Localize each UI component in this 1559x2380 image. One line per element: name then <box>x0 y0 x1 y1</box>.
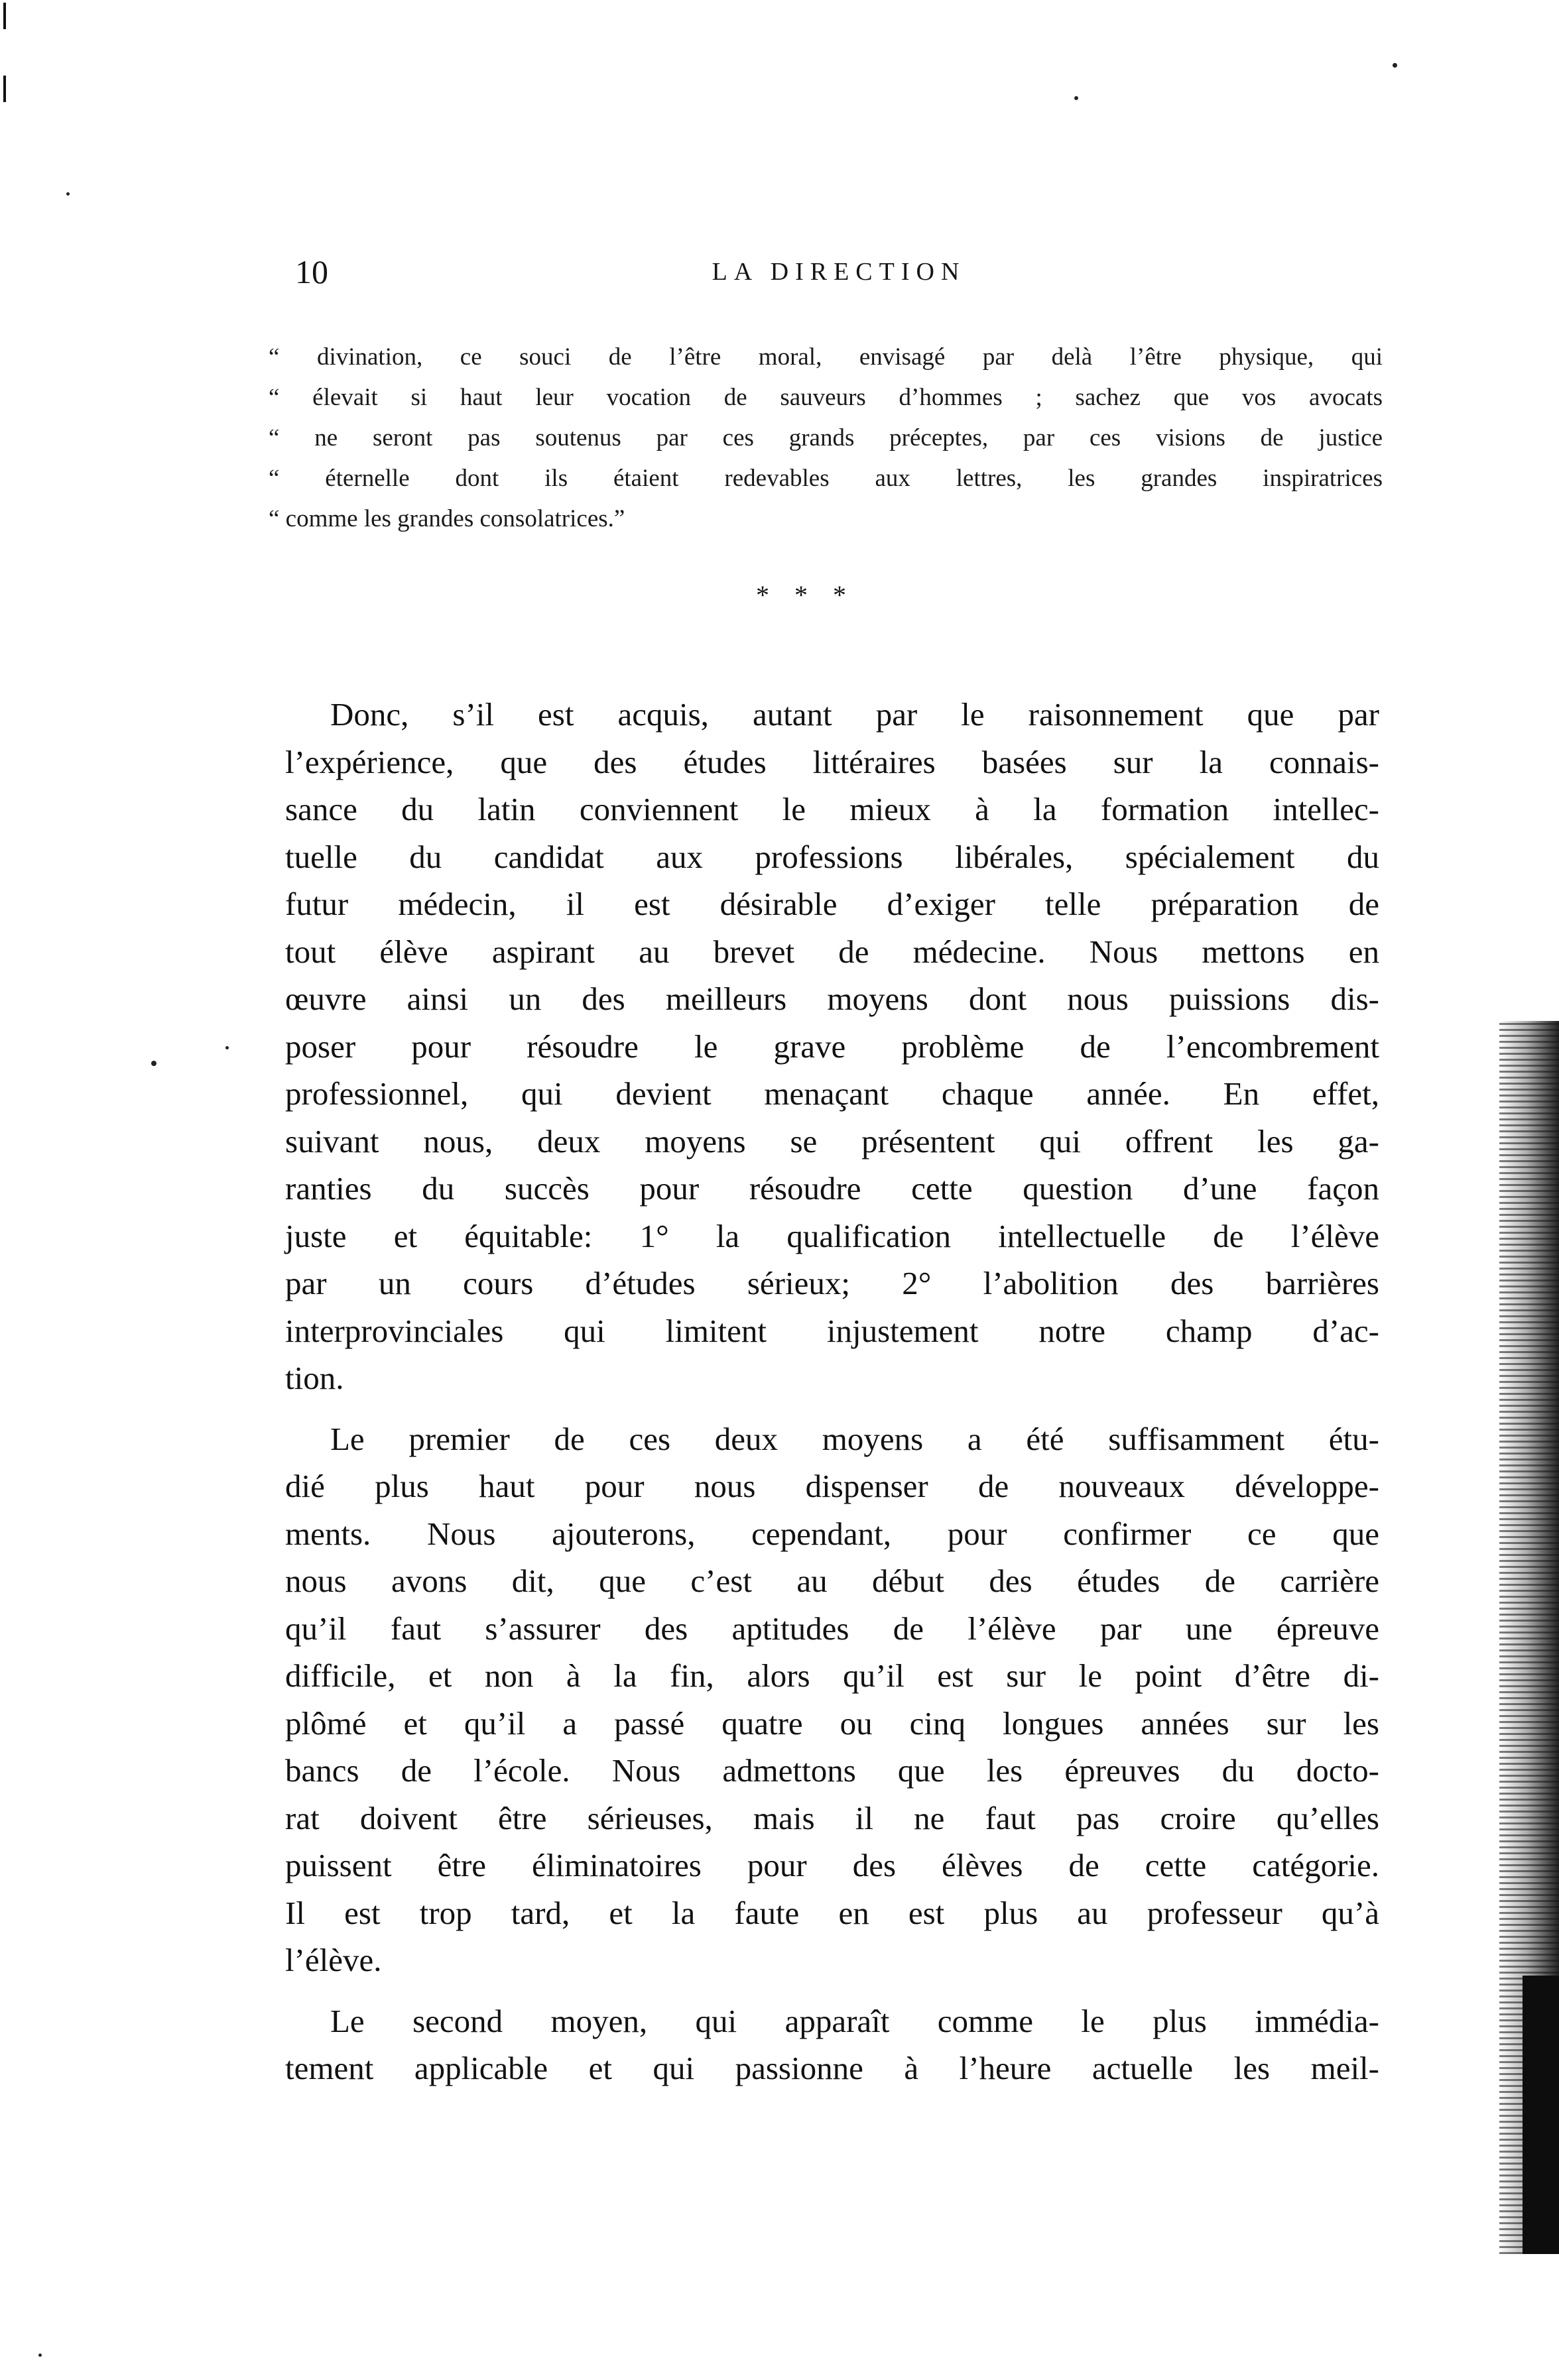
text-line: par un cours d’études sérieux; 2° l’abolition des barrières <box>285 1265 1379 1301</box>
quote-line: “ divination, ce souci de l’être moral, envisagé par delà l’être physique, qui <box>269 343 1383 371</box>
text-line: tuelle du candidat aux professions libérales, spécialement du <box>285 838 1379 875</box>
text-line: puissent être éliminatoires pour des élèves de cette catégorie. <box>285 1847 1379 1883</box>
quoted-passage <box>269 337 1383 539</box>
body-text <box>285 691 1379 2092</box>
text-line: dié plus haut pour nous dispenser de nouveaux développe- <box>285 1468 1379 1504</box>
text-line: sance du latin conviennent le mieux à la formation intellec- <box>285 791 1379 827</box>
text-line: ranties du succès pour résoudre cette question d’une façon <box>285 1170 1379 1207</box>
text-line: ments. Nous ajouterons, cependant, pour confirmer ce que <box>285 1515 1379 1552</box>
paragraph <box>285 1997 1379 2092</box>
scan-speck <box>225 1046 229 1049</box>
section-separator: * * * <box>756 580 855 610</box>
text-line: l’expérience, que des études littéraires basées sur la connais- <box>285 743 1379 780</box>
quote-line: “ comme les grandes consolatrices.” <box>269 505 625 532</box>
text-line: interprovinciales qui limitent injustement notre champ d’ac- <box>285 1312 1379 1349</box>
scan-speck <box>1393 63 1397 68</box>
page-number: 10 <box>295 253 328 290</box>
scan-speck <box>1074 96 1078 100</box>
text-line: juste et équitable: 1° la qualification intellectuelle de l’élève <box>285 1217 1379 1254</box>
text-line: difficile, et non à la fin, alors qu’il est sur le point d’être di- <box>285 1657 1379 1694</box>
quote-line: “ ne seront pas soutenus par ces grands préceptes, par ces visions de justice <box>269 424 1383 451</box>
text-line: Donc, s’il est acquis, autant par le raisonnement que par <box>330 696 1379 733</box>
text-line: qu’il faut s’assurer des aptitudes de l’élève par une épreuve <box>285 1610 1379 1647</box>
running-head: LA DIRECTION <box>712 258 966 286</box>
text-line: tement applicable et qui passionne à l’heure actuelle les meil- <box>285 2050 1379 2086</box>
text-line: Le premier de ces deux moyens a été suffisamment étu- <box>330 1420 1379 1457</box>
text-line: futur médecin, il est désirable d’exiger telle préparation de <box>285 886 1379 922</box>
paragraph <box>285 1415 1379 1984</box>
scan-edge-mark <box>3 3 7 102</box>
text-line: rat doivent être sérieuses, mais il ne faut pas croire qu’elles <box>285 1799 1379 1836</box>
text-line: professionnel, qui devient menaçant chaque année. En effet, <box>285 1075 1379 1112</box>
text-line: bancs de l’école. Nous admettons que les épreuves du docto- <box>285 1752 1379 1789</box>
quote-line: “ élevait si haut leur vocation de sauveurs d’hommes ; sachez que vos avocats <box>269 384 1383 411</box>
scan-speck <box>66 192 70 196</box>
text-line: nous avons dit, que c’est au début des études de carrière <box>285 1563 1379 1599</box>
scan-edge-shadow <box>1523 1976 1559 2254</box>
text-line: poser pour résoudre le grave problème de l’encombrement <box>285 1028 1379 1065</box>
text-line: plômé et qu’il a passé quatre ou cinq longues années sur les <box>285 1704 1379 1742</box>
text-line: tout élève aspirant au brevet de médecine. Nous mettons en <box>285 933 1379 970</box>
quote-line: “ éternelle dont ils étaient redevables aux lettres, les grandes inspiratrices <box>269 465 1383 492</box>
text-line: l’élève. <box>285 1942 382 1978</box>
scan-speck <box>151 1061 156 1066</box>
text-line: Le second moyen, qui apparaît comme le plus immédia- <box>330 2002 1379 2039</box>
text-line: tion. <box>285 1360 344 1396</box>
text-line: suivant nous, deux moyens se présentent qui offrent les ga- <box>285 1122 1379 1160</box>
text-line: Il est trop tard, et la faute en est plus au professeur qu’à <box>285 1894 1379 1931</box>
page-header <box>295 249 1383 295</box>
text-line: œuvre ainsi un des meilleurs moyens dont nous puissions dis- <box>285 981 1379 1017</box>
scan-speck <box>38 2353 42 2357</box>
paragraph <box>285 691 1379 1402</box>
